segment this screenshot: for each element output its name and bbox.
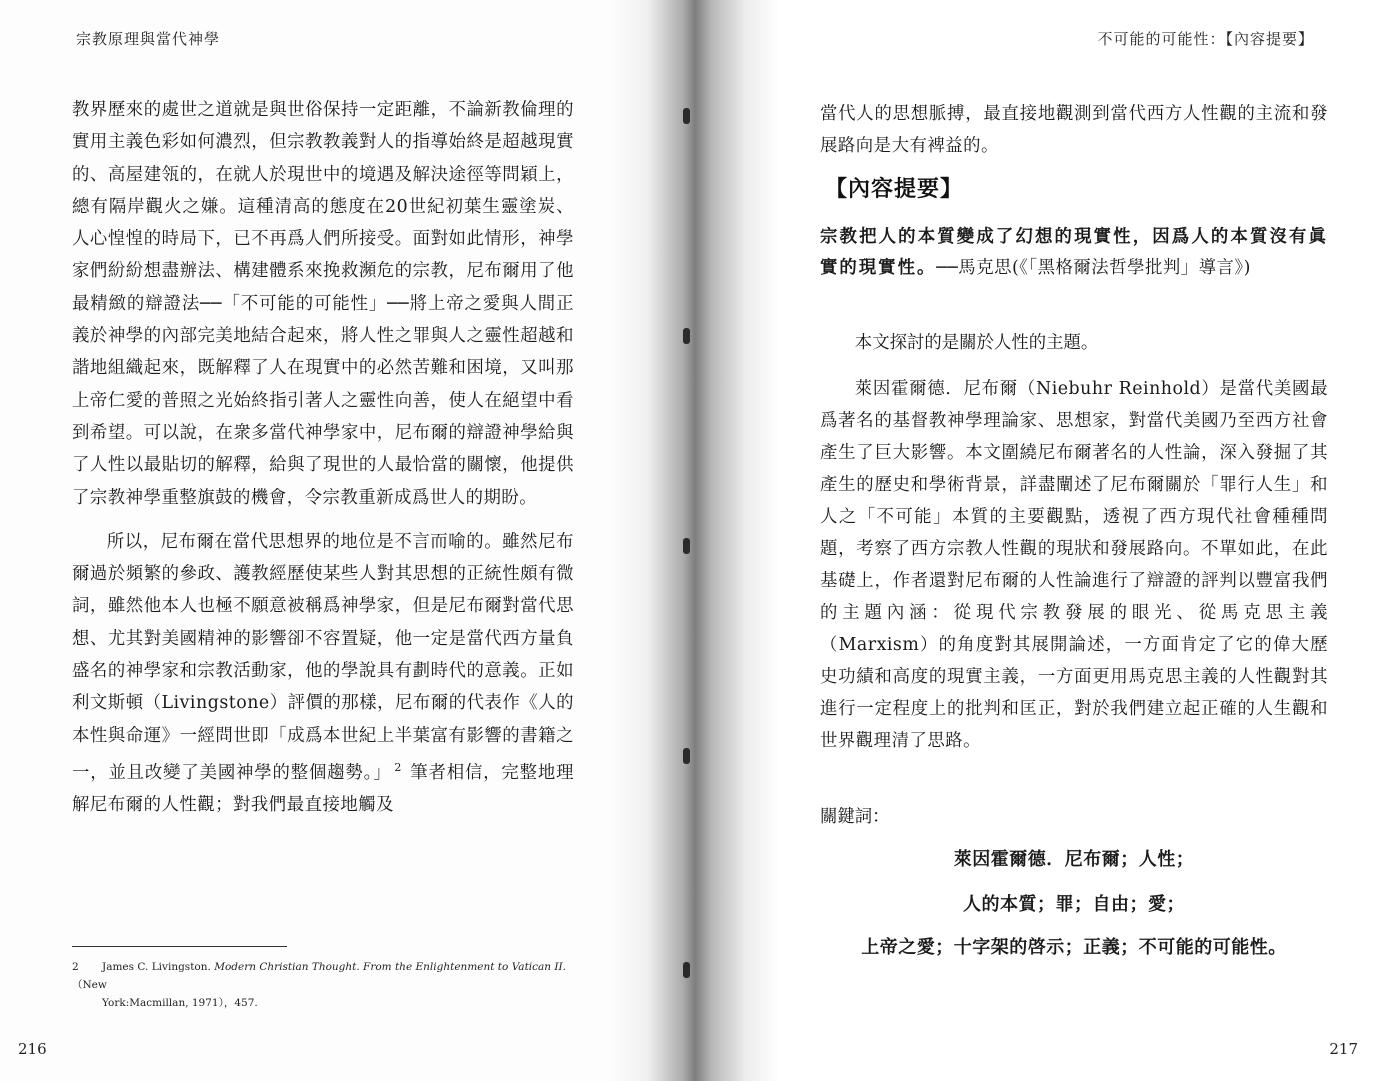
- footnote-number: 2: [72, 961, 79, 973]
- footnote: [72, 958, 582, 1012]
- footnote-publication: York:Macmillan, 1971），457.: [102, 997, 258, 1009]
- left-page-number: 216: [18, 1040, 47, 1058]
- abstract-intro: 本文探討的是關於人性的主題。: [854, 333, 1099, 353]
- binding-hole: [683, 538, 690, 554]
- epigraph-quote: 宗教把人的本質變成了幻想的現實性，因爲人的本質沒有眞實的現實性。: [820, 227, 1328, 278]
- footnote-line-1: [72, 958, 582, 994]
- footnote-reference: 2: [394, 760, 402, 774]
- binding-hole: [683, 328, 690, 344]
- abstract-heading: 【內容提要】: [825, 176, 964, 202]
- footnote-rule: [72, 946, 287, 947]
- left-paragraph-2-text: 所以，尼布爾在當代思想界的地位是不言而喻的。雖然尼布爾過於頻繁的參政、護教經歷使某些人對其思想的正統性頗有微詞，雖然他本人也極不願意被稱爲神學家，但是尼布爾對當代思想、尤其對美國精神的影響卻不容置疑，他一定是當代西方量負盛名的神學家和宗教活動家，他的學說具有劃時代的意義。正如利文斯頓（Livingstone）評價的那樣，尼布爾的代表作《人的本性與命運》一經問世即「成爲本世紀上半葉富有影響的書籍之一，並且改變了美國神學的整個趨勢。」: [72, 531, 574, 783]
- binding-hole: [683, 108, 690, 124]
- binding-hole: [683, 962, 690, 978]
- right-page: [700, 0, 1400, 1081]
- footnote-publication-start: （New: [72, 979, 107, 991]
- left-paragraph-2: [72, 526, 574, 821]
- footnote-author: James C. Livingston.: [102, 961, 211, 973]
- keywords-line: 人的本質；罪；自由；愛；: [963, 894, 1185, 915]
- footnote-title: Modern Christian Thought. From the Enlightenment to Vatican II.: [214, 961, 567, 973]
- abstract-body: 萊因霍爾德．尼布爾（Niebuhr Reinhold）是當代美國最爲著名的基督教神學理論家、思想家，對當代美國乃至西方社會產生了巨大影響。本文圍繞尼布爾著名的人性論，深入發掘了其產生的歷史和學術背景，詳盡闡述了尼布爾關於「罪行人生」和人之「不可能」本質的主要觀點，透視了西方現代社會種種問題，考察了西方宗教人性觀的現狀和發展路向。不單如此，在此基礎上，作者還對尼布爾的人性論進行了辯證的評判以豐富我們的主題內涵：從現代宗教發展的眼光、從馬克思主義（Marxism）的角度對其展開論述，一方面肯定了它的偉大歷史功績和高度的現實主義，一方面更用馬克思主義的人性觀對其進行一定程度上的批判和匡正，對於我們建立起正確的人生觀和世界觀理清了思路。: [820, 379, 1328, 751]
- keywords-label: 關鍵詞：: [820, 807, 890, 827]
- keywords-line: 萊因霍爾德．尼布爾；人性；: [953, 849, 1195, 870]
- left-running-head: 宗教原理與當代神學: [76, 30, 221, 48]
- binding-hole: [683, 748, 690, 764]
- right-continuation-text: 當代人的思想脈搏，最直接地觀測到當代西方人性觀的主流和發展路向是大有裨益的。: [820, 104, 1328, 157]
- left-paragraph-1: 教界歷來的處世之道就是與世俗保持一定距離，不論新教倫理的實用主義色彩如何濃烈，但宗教教義對人的指導始終是超越現實的、高屋建瓴的，在就人於現世中的境遇及解決途徑等問穎上，總有隔岸觀火之嫌。這種清高的態度在20世紀初葉生靈塗炭、人心惶惶的時局下，已不再爲人們所接受。面對如此情形，神學家們紛紛想盡辦法、構建體系來挽救瀕危的宗教，尼布爾用了他最精緻的辯證法──「不可能的可能性」──將上帝之愛與人間正義於神學的內部完美地結合起來，將人性之罪與人之靈性超越和諧地組織起來，既解釋了人在現實中的必然苦難和困境，又叫那上帝仁愛的普照之光始終指引著人之靈性向善，使人在絕望中看到希望。可以說，在衆多當代神學家中，尼布爾的辯證神學給與了人性以最貼切的解釋，給與了現世的人最恰當的關懷，他提供了宗教神學重整旗鼓的機會，令宗教重新成爲世人的期盼。: [72, 100, 574, 508]
- keywords-line: 上帝之愛；十字架的啓示；正義；不可能的可能性。: [861, 937, 1287, 958]
- left-body-text: [72, 94, 574, 821]
- book-gutter-shadow: [610, 0, 780, 1081]
- right-page-number: 217: [1329, 1040, 1358, 1058]
- left-paragraph-2-continuation: 筆者相信，完整地理解尼布爾的人性觀；對我們最直接地觸及: [72, 762, 574, 816]
- right-running-head: 不可能的可能性：【內容提要】: [1097, 30, 1314, 48]
- epigraph: [820, 222, 1328, 284]
- epigraph-source: ──馬克思(《「黑格爾法哲學批判」導言》): [936, 258, 1251, 278]
